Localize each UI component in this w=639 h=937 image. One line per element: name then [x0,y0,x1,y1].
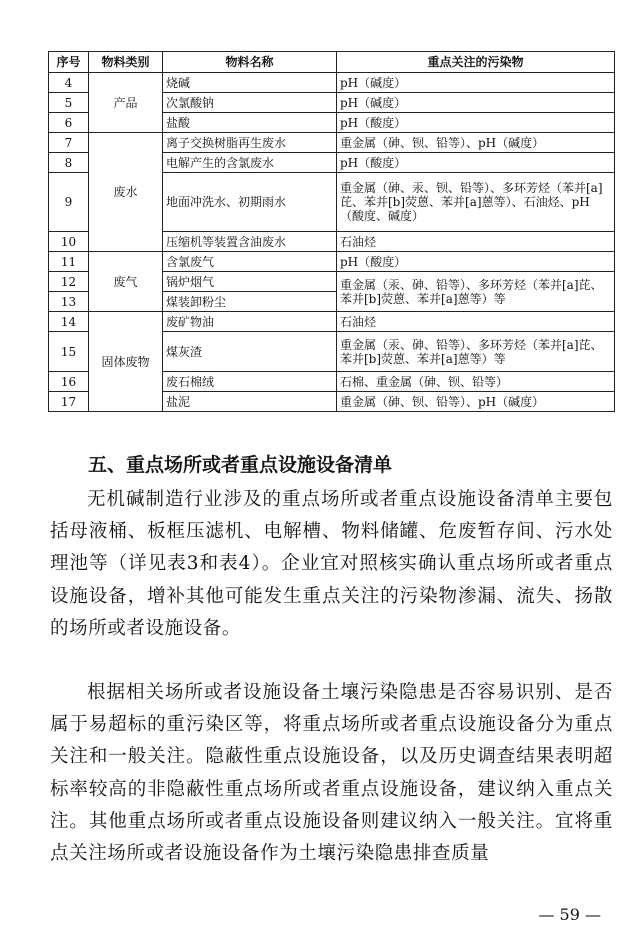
row-no: 9 [49,173,89,232]
pollutant-cell: pH（碱度） [337,93,615,113]
material-name: 盐泥 [163,392,337,412]
row-no: 6 [49,113,89,133]
row-no: 5 [49,93,89,113]
material-name: 盐酸 [163,113,337,133]
pollutant-cell: pH（酸度） [337,113,615,133]
row-no: 16 [49,372,89,392]
material-name: 离子交换树脂再生废水 [163,133,337,153]
material-name: 废石棉绒 [163,372,337,392]
table-row [49,73,615,93]
material-name: 烧碱 [163,73,337,93]
row-no: 10 [49,232,89,252]
pollutant-cell: 重金属（汞、砷、铅等）、多环芳烃（苯并[a]芘、苯并[b]荧蒽、苯并[a]蒽等）等 [337,272,615,312]
material-name: 含氯废气 [163,252,337,272]
row-no: 17 [49,392,89,412]
row-no: 7 [49,133,89,153]
body-paragraph-2: 根据相关场所或者设施设备土壤污染隐患是否容易识别、是否属于易超标的重污染区等，将重点场所或者重点设施设备分为重点关注和一般关注。隐蔽性重点设施设备，以及历史调查结果表明超标率较高的非隐蔽性重点场所或者重点设施设备，建议纳入重点关注。其他重点场所或者重点设施设备则建议纳入一般关注。宜将重点关注场所或者设施设备作为土壤污染隐患排查质量 [50,682,613,865]
page-number: — 59 — [538,905,601,924]
material-name: 次氯酸钠 [163,93,337,113]
row-no: 11 [49,252,89,272]
row-no: 12 [49,272,89,292]
pollutant-cell: 重金属（汞、砷、铅等）、多环芳烃（苯并[a]芘、苯并[b]荧蒽、苯并[a]蒽等）等 [337,332,615,372]
material-name: 煤灰渣 [163,332,337,372]
pollutant-cell: pH（酸度） [337,252,615,272]
material-name: 废矿物油 [163,312,337,332]
category-cell: 废气 [89,252,163,312]
material-name: 锅炉烟气 [163,272,337,292]
material-name: 煤装卸粉尘 [163,292,337,312]
pollutant-cell: 重金属（砷、汞、钡、铅等）、多环芳烃（苯并[a]芘、苯并[b]荧蒽、苯并[a]蒽等）、石油烃、pH（酸度、碱度） [337,173,615,232]
table-row [49,252,615,272]
pollutant-cell: 重金属（砷、钡、铅等）、pH（碱度） [337,392,615,412]
table-row [49,312,615,332]
row-no: 8 [49,153,89,173]
pollutant-cell: 石棉、重金属（砷、钡、铅等） [337,372,615,392]
table-header-row [49,52,615,73]
category-cell: 固体废物 [89,312,163,412]
material-name: 压缩机等装置含油废水 [163,232,337,252]
row-no: 13 [49,292,89,312]
header-pollutant: 重点关注的污染物 [337,52,615,73]
pollutant-table [48,51,615,412]
pollutant-cell: pH（酸度） [337,153,615,173]
pollutant-cell: 重金属（砷、钡、铅等）、pH（碱度） [337,133,615,153]
table-row [49,133,615,153]
category-cell: 产品 [89,73,163,133]
header-serial: 序号 [49,52,89,73]
pollutant-cell: pH（碱度） [337,73,615,93]
section-heading: 五、重点场所或者重点设施设备清单 [88,454,393,476]
body-paragraph-1: 无机碱制造行业涉及的重点场所或者重点设施设备清单主要包括母液桶、板框压滤机、电解槽、物料储罐、危废暂存间、污水处理池等（详见表3和表4）。企业宜对照核实确认重点场所或者重点设施设备，增补其他可能发生重点关注的污染物渗漏、流失、扬散的场所或者设施设备。 [50,489,613,639]
row-no: 14 [49,312,89,332]
material-name: 地面冲洗水、初期雨水 [163,173,337,232]
row-no: 4 [49,73,89,93]
material-name: 电解产生的含氯废水 [163,153,337,173]
row-no: 15 [49,332,89,372]
pollutant-cell: 石油烃 [337,312,615,332]
header-category: 物料类别 [89,52,163,73]
category-cell: 废水 [89,133,163,252]
header-material-name: 物料名称 [163,52,337,73]
pollutant-cell: 石油烃 [337,232,615,252]
